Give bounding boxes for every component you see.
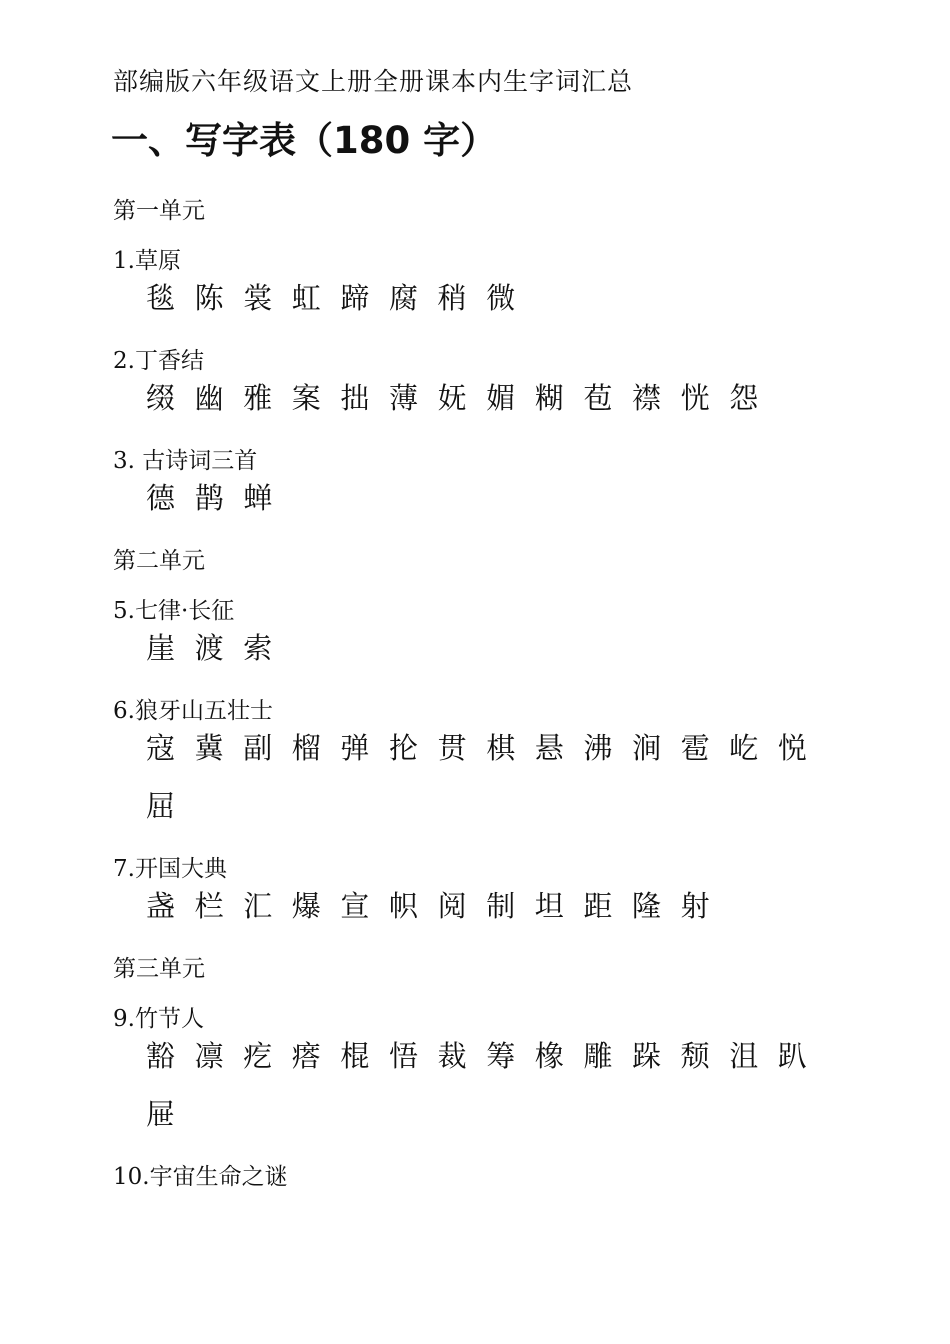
vocab-character: 射 bbox=[680, 889, 710, 923]
vocab-character: 隆 bbox=[632, 889, 662, 923]
vocab-character: 苞 bbox=[583, 381, 613, 415]
vocab-character: 薄 bbox=[389, 381, 419, 415]
vocab-character: 涧 bbox=[632, 731, 662, 765]
vocab-character: 微 bbox=[486, 281, 516, 315]
vocab-character: 裳 bbox=[243, 281, 273, 315]
vocab-character: 疙 bbox=[243, 1039, 273, 1073]
unit-label: 第二单元 bbox=[113, 548, 205, 574]
vocab-character: 颓 bbox=[680, 1039, 710, 1073]
vocab-character: 瘩 bbox=[291, 1039, 321, 1073]
vocab-character: 毯 bbox=[146, 281, 176, 315]
vocab-character: 糊 bbox=[534, 381, 564, 415]
vocab-character: 榴 bbox=[291, 731, 321, 765]
vocab-character: 索 bbox=[243, 631, 273, 665]
vocab-character: 崖 bbox=[146, 631, 176, 665]
vocab-character: 雕 bbox=[583, 1039, 613, 1073]
vocab-character: 屉 bbox=[146, 1097, 176, 1131]
vocab-character: 距 bbox=[583, 889, 613, 923]
vocab-character: 贯 bbox=[437, 731, 467, 765]
vocab-character: 屹 bbox=[729, 731, 759, 765]
vocab-character: 橡 bbox=[534, 1039, 564, 1073]
vocab-character: 副 bbox=[243, 731, 273, 765]
vocab-character: 制 bbox=[486, 889, 516, 923]
vocab-character: 襟 bbox=[632, 381, 662, 415]
lesson-title: 1.草原 bbox=[113, 248, 181, 274]
vocab-character: 妩 bbox=[437, 381, 467, 415]
vocab-character: 蹄 bbox=[340, 281, 370, 315]
vocab-character: 豁 bbox=[146, 1039, 176, 1073]
vocab-character: 跺 bbox=[632, 1039, 662, 1073]
vocab-character: 悟 bbox=[389, 1039, 419, 1073]
vocab-character: 鹊 bbox=[194, 481, 224, 515]
lesson-title: 7.开国大典 bbox=[113, 856, 227, 882]
vocab-character: 裁 bbox=[437, 1039, 467, 1073]
vocab-character: 拙 bbox=[340, 381, 370, 415]
vocab-character: 帜 bbox=[389, 889, 419, 923]
vocab-character: 趴 bbox=[777, 1039, 807, 1073]
vocab-character: 腐 bbox=[389, 281, 419, 315]
vocab-character: 坦 bbox=[534, 889, 564, 923]
vocab-character: 凛 bbox=[194, 1039, 224, 1073]
unit-label: 第一单元 bbox=[113, 198, 205, 224]
vocab-character: 雹 bbox=[680, 731, 710, 765]
vocab-character: 幽 bbox=[194, 381, 224, 415]
vocab-character: 陈 bbox=[194, 281, 224, 315]
lesson-title: 10.宇宙生命之谜 bbox=[113, 1164, 288, 1190]
vocab-character: 恍 bbox=[680, 381, 710, 415]
vocab-character: 冀 bbox=[194, 731, 224, 765]
lesson-title: 6.狼牙山五壮士 bbox=[113, 698, 273, 724]
vocab-character: 德 bbox=[146, 481, 176, 515]
lesson-title: 5.七律·长征 bbox=[113, 598, 235, 624]
lesson-title: 9.竹节人 bbox=[113, 1006, 204, 1032]
vocab-character: 抡 bbox=[389, 731, 419, 765]
vocab-character: 悬 bbox=[534, 731, 564, 765]
vocab-character: 虹 bbox=[291, 281, 321, 315]
vocab-character: 盏 bbox=[146, 889, 176, 923]
vocab-character: 栏 bbox=[194, 889, 224, 923]
vocab-character: 悦 bbox=[777, 731, 807, 765]
vocab-character: 阅 bbox=[437, 889, 467, 923]
section-heading: 一、写字表（180 字） bbox=[111, 119, 498, 162]
vocab-character: 雅 bbox=[243, 381, 273, 415]
lesson-title: 3. 古诗词三首 bbox=[113, 448, 258, 474]
vocab-character: 汇 bbox=[243, 889, 273, 923]
vocab-character: 蝉 bbox=[243, 481, 273, 515]
vocab-character: 媚 bbox=[486, 381, 516, 415]
vocab-character: 稍 bbox=[437, 281, 467, 315]
vocab-character: 缀 bbox=[146, 381, 176, 415]
unit-label: 第三单元 bbox=[113, 956, 205, 982]
vocab-character: 宣 bbox=[340, 889, 370, 923]
vocab-character: 渡 bbox=[194, 631, 224, 665]
vocab-character: 沮 bbox=[729, 1039, 759, 1073]
vocab-character: 筹 bbox=[486, 1039, 516, 1073]
vocab-character: 棋 bbox=[486, 731, 516, 765]
vocab-character: 案 bbox=[291, 381, 321, 415]
vocab-character: 棍 bbox=[340, 1039, 370, 1073]
vocab-character: 屈 bbox=[146, 789, 176, 823]
lesson-title: 2.丁香结 bbox=[113, 348, 204, 374]
vocab-character: 沸 bbox=[583, 731, 613, 765]
vocab-character: 寇 bbox=[146, 731, 176, 765]
vocab-character: 怨 bbox=[729, 381, 759, 415]
vocab-character: 弹 bbox=[340, 731, 370, 765]
document-title: 部编版六年级语文上册全册课本内生字词汇总 bbox=[113, 67, 634, 96]
vocab-character: 爆 bbox=[291, 889, 321, 923]
